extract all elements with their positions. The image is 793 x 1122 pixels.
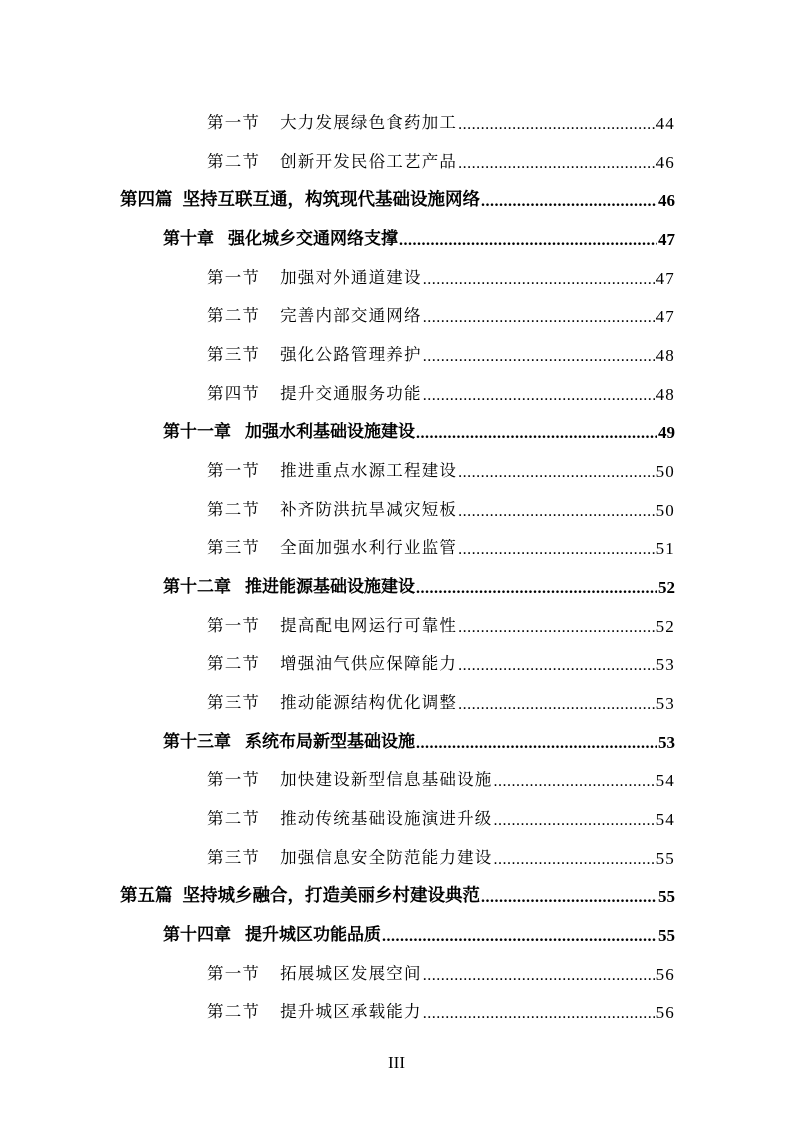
toc-page-number: 47	[658, 230, 675, 249]
toc-entry[interactable]	[207, 454, 675, 482]
toc-label: 第一节 加强对外通道建设	[207, 268, 422, 287]
toc-entry[interactable]	[207, 686, 675, 714]
toc-page-number: 50	[655, 462, 675, 481]
dot-leader	[481, 193, 657, 211]
dot-leader	[458, 155, 654, 173]
toc-label: 第一节 提高配电网运行可靠性	[207, 616, 458, 635]
toc-entry-chapter[interactable]	[163, 918, 675, 946]
toc-entry[interactable]	[207, 647, 675, 675]
dot-leader	[458, 657, 654, 675]
toc-page-number: 56	[655, 1003, 675, 1022]
dot-leader	[423, 967, 655, 985]
toc-entry[interactable]	[207, 995, 675, 1023]
dot-leader	[423, 271, 655, 289]
dot-leader	[458, 503, 654, 521]
toc-label: 第二节 完善内部交通网络	[207, 306, 422, 325]
dot-leader	[382, 928, 657, 946]
toc-page-number: 48	[655, 385, 675, 404]
toc-page-number: 48	[655, 346, 675, 365]
toc-label: 第一节 大力发展绿色食药加工	[207, 113, 458, 132]
toc-label: 第二节 补齐防洪抗旱减灾短板	[207, 500, 458, 519]
dot-leader	[423, 348, 655, 366]
toc-entry-part[interactable]	[120, 183, 675, 211]
toc-label: 第三节 加强信息安全防范能力建设	[207, 848, 493, 867]
toc-entry[interactable]	[207, 299, 675, 327]
toc-page-number: 55	[658, 926, 675, 945]
toc-label: 第四节 提升交通服务功能	[207, 384, 422, 403]
toc-label: 第十章 强化城乡交通网络支撑	[163, 229, 398, 249]
toc-entry[interactable]	[207, 338, 675, 366]
toc-page-number: 53	[658, 733, 675, 752]
toc-entry[interactable]	[207, 841, 675, 869]
toc-page-number: 55	[655, 849, 675, 868]
toc-entry[interactable]	[207, 802, 675, 830]
toc-label: 第三节 全面加强水利行业监管	[207, 538, 458, 557]
toc-label: 第二节 创新开发民俗工艺产品	[207, 152, 458, 171]
toc-entry-chapter[interactable]	[163, 415, 675, 443]
toc-entry[interactable]	[207, 493, 675, 521]
toc-page-number: 53	[655, 694, 675, 713]
toc-entry[interactable]	[207, 763, 675, 791]
toc-label: 第十三章 系统布局新型基础设施	[163, 732, 415, 752]
toc-page-number: 49	[658, 423, 675, 442]
toc-page-number: 53	[655, 655, 675, 674]
toc-label: 第五篇 坚持城乡融合，打造美丽乡村建设典范	[120, 886, 480, 906]
toc-label: 第三节 强化公路管理养护	[207, 345, 422, 364]
toc-label: 第二节 推动传统基础设施演进升级	[207, 809, 493, 828]
dot-leader	[481, 889, 657, 907]
toc-entry[interactable]	[207, 609, 675, 637]
toc-label: 第二节 增强油气供应保障能力	[207, 654, 458, 673]
toc-page-number: 47	[655, 269, 675, 288]
toc-page-number: 47	[655, 307, 675, 326]
toc-entry-chapter[interactable]	[163, 570, 675, 598]
dot-leader	[494, 812, 655, 830]
toc-page-number: 55	[658, 887, 675, 906]
page-footer-number: III	[388, 1053, 405, 1072]
dot-leader	[416, 580, 657, 598]
toc-label: 第三节 推动能源结构优化调整	[207, 693, 458, 712]
toc-label: 第二节 提升城区承载能力	[207, 1002, 422, 1021]
dot-leader	[458, 696, 654, 714]
toc-page-number: 52	[655, 617, 675, 636]
toc-label: 第十二章 推进能源基础设施建设	[163, 577, 415, 597]
toc-page-number: 46	[658, 191, 675, 210]
dot-leader	[423, 309, 655, 327]
dot-leader	[494, 773, 655, 791]
toc-entry-chapter[interactable]	[163, 222, 675, 250]
toc-entry-chapter[interactable]	[163, 725, 675, 753]
dot-leader	[458, 464, 654, 482]
toc-page-number: 44	[655, 114, 675, 133]
toc-entry[interactable]	[207, 145, 675, 173]
dot-leader	[416, 425, 657, 443]
toc-entry[interactable]	[207, 531, 675, 559]
toc-page-number: 46	[655, 153, 675, 172]
dot-leader	[458, 619, 654, 637]
toc-page-number: 50	[655, 501, 675, 520]
toc-label: 第十一章 加强水利基础设施建设	[163, 422, 415, 442]
toc-entry[interactable]	[207, 261, 675, 289]
toc-label: 第一节 推进重点水源工程建设	[207, 461, 458, 480]
toc-page-number: 56	[655, 965, 675, 984]
dot-leader	[494, 851, 655, 869]
dot-leader	[423, 1005, 655, 1023]
toc-page-number: 51	[655, 539, 675, 558]
dot-leader	[423, 387, 655, 405]
dot-leader	[458, 116, 654, 134]
toc-page-number: 54	[655, 810, 675, 829]
toc-entry[interactable]	[207, 106, 675, 134]
toc-page-number: 52	[658, 578, 675, 597]
toc-label: 第四篇 坚持互联互通，构筑现代基础设施网络	[120, 190, 480, 210]
toc-label: 第一节 拓展城区发展空间	[207, 964, 422, 983]
toc-page-number: 54	[655, 771, 675, 790]
dot-leader	[399, 232, 657, 250]
toc-entry[interactable]	[207, 377, 675, 405]
toc-label: 第一节 加快建设新型信息基础设施	[207, 770, 493, 789]
dot-leader	[458, 541, 654, 559]
toc-label: 第十四章 提升城区功能品质	[163, 925, 381, 945]
dot-leader	[416, 735, 657, 753]
toc-entry-part[interactable]	[120, 879, 675, 907]
toc-entry[interactable]	[207, 957, 675, 985]
